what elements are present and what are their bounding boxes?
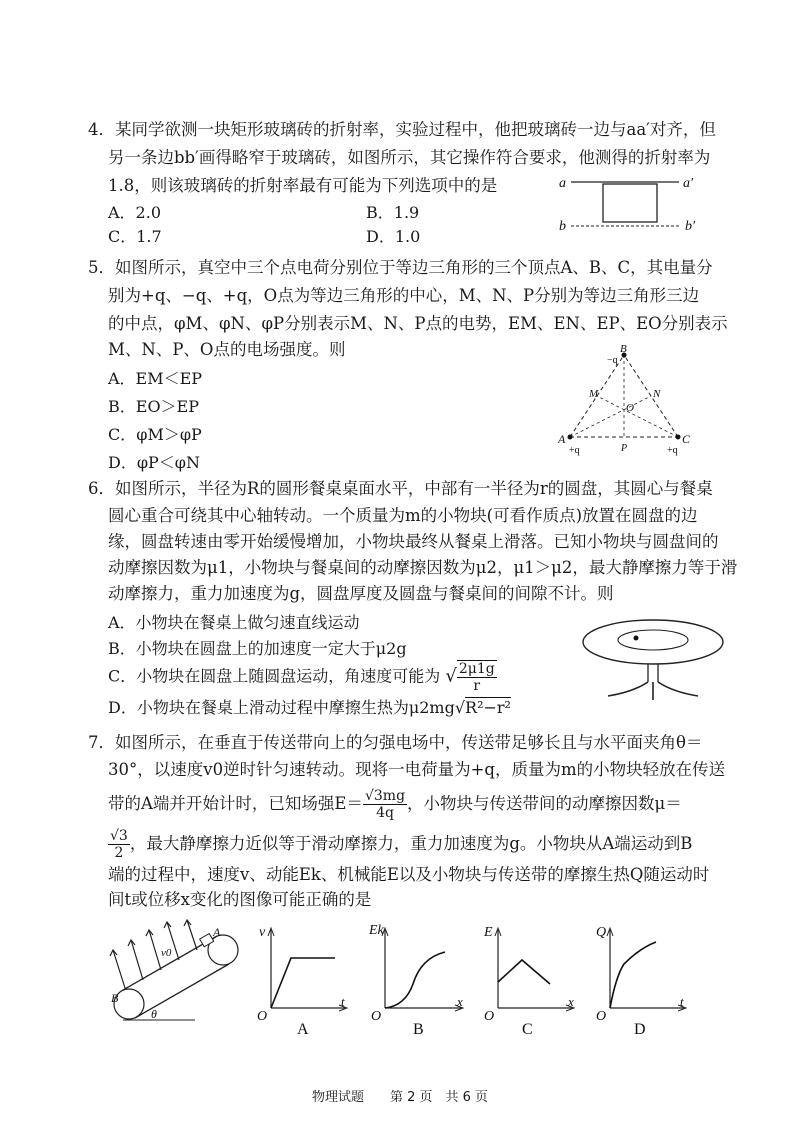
q7-label-theta: θ — [151, 1007, 157, 1021]
q7-graph-d-curve — [610, 942, 656, 1008]
q6-option-c-denominator: r — [473, 678, 481, 694]
q6-line-5: 动摩擦力，重力加速度为g，圆盘厚度及圆盘与餐桌间的间隙不计。则 — [108, 584, 614, 603]
q6-block — [634, 636, 639, 641]
q7-mu-numerator: √3 — [110, 828, 128, 844]
q5-triangle-figure — [555, 345, 705, 465]
q7-graph-c-ylabel: E — [484, 925, 493, 940]
q5-label-p: P — [621, 443, 628, 454]
q5-charge-c-sign: +q — [667, 445, 678, 456]
page-footer: 物理试题 第 2 页 共 6 页 — [311, 1090, 489, 1105]
q7-graph-b-ylabel: Ek — [369, 923, 384, 938]
q7-label-a: A — [213, 925, 221, 939]
q5-line-3: 的中点，φM、φN、φP分别表示M、N、P点的电势，EM、EN、EP、EO分别表示 — [108, 314, 728, 333]
q6-line-4: 动摩擦因数为μ1，小物块与餐桌间的动摩擦因数为μ2，μ1＞μ2，最大静摩擦力等于滑 — [108, 558, 738, 577]
q4-option-d: D．1.0 — [366, 227, 421, 246]
q7-graph-b-xlabel: x — [457, 994, 463, 1009]
q7-graph-a-origin: O — [257, 1009, 268, 1024]
q6-option-b: B．小物块在圆盘上的加速度一定大于μ2g — [108, 639, 407, 658]
q7-line-4-b: ，最大静摩擦力近似等于滑动摩擦力，重力加速度为g。小物块从A端运动到B — [129, 834, 693, 853]
q4-line-2: 另一条边bb′画得略窄于玻璃砖，如图所示，其它操作符合要求，他测得的折射率为 — [108, 148, 711, 167]
q6-option-c: C．小物块在圆盘上随圆盘运动，角速度可能为 √ $\frac{2\mu 1g}{r}$ — [108, 661, 495, 694]
q6-turntable — [618, 630, 688, 650]
q5-charge-b-sign: −q — [607, 355, 618, 366]
q5-label-o: O — [626, 402, 634, 414]
q6-option-d-text: D．小物块在餐桌上滑动过程中摩擦生热为μ2mg — [108, 698, 455, 717]
q4-label-b: b — [559, 219, 566, 234]
q6-table-figure — [578, 612, 728, 710]
q5-line-2: 别为+q、−q、+q，O点为等边三角形的中心，M、N、P分别为等边三角形三边 — [108, 286, 700, 305]
q7-line-3-b: ，小物块与传送带间的动摩擦因数μ＝ — [407, 794, 682, 813]
q7-graph-d-xlabel: t — [680, 994, 684, 1009]
q7-line-4 — [108, 828, 692, 861]
q5-charge-a — [568, 435, 573, 440]
q6-line-3: 缘，圆盘转速由零开始缓慢增加，小物块最终从餐桌上滑落。已知小物块与圆盘间的 — [108, 532, 719, 551]
q7-graph-b-origin: O — [371, 1009, 382, 1024]
q7-field-numerator: √3mg — [364, 788, 406, 804]
q4-option-a: A．2.0 — [108, 203, 162, 222]
q5-label-m: M — [589, 388, 599, 400]
q7-line-3-a: 带的A端并开始计时，已知场强E＝ — [108, 794, 363, 813]
q6-option-d-radicand: R²−r² — [465, 698, 511, 717]
q5-line-1: 5．如图所示，真空中三个点电荷分别位于等边三角形的三个顶点A、B、C，其电量分 — [88, 258, 713, 277]
q7-graph-d-caption: D — [634, 1021, 646, 1038]
q7-label-v0: v0 — [161, 947, 172, 959]
q4-option-b: B．1.9 — [366, 203, 420, 222]
q7-graph-a-curve — [271, 958, 335, 1008]
q7-line-6: 间t或位移x变化的图像可能正确的是 — [108, 890, 372, 909]
q7-graph-c-origin: O — [484, 1009, 495, 1024]
q4-glass-figure — [555, 172, 705, 244]
q7-graph-d-origin: O — [596, 1009, 607, 1024]
q7-graph-a-caption: A — [297, 1021, 309, 1038]
q7-graph-c — [480, 920, 580, 1040]
q7-graph-a-xlabel: t — [341, 994, 345, 1009]
q5-option-b: B．EO＞EP — [108, 397, 200, 416]
q4-line-3: 1.8，则该玻璃砖的折射率最有可能为下列选项中的是 — [108, 176, 498, 195]
q7-graph-b-caption: B — [413, 1021, 424, 1038]
q7-conveyor-figure — [105, 918, 245, 1033]
q5-line-4: M、N、P、O点的电场强度。则 — [108, 340, 346, 359]
q7-line-2: 30°，以速度v0逆时针匀速转动。现将一电荷量为+q，质量为m的小物块轻放在传送 — [108, 760, 726, 779]
q5-charge-a-sign: +q — [569, 445, 580, 456]
q5-option-d: D．φP＜φN — [108, 453, 201, 472]
q7-graph-c-curve — [498, 960, 550, 984]
q7-graph-b-curve — [385, 952, 445, 1008]
q7-graph-b — [367, 920, 471, 1040]
q6-option-c-numerator: 2μ1g — [458, 661, 495, 677]
q5-option-c: C．φM＞φP — [108, 425, 202, 444]
q7-graph-c-caption: C — [522, 1021, 533, 1038]
q7-field-denominator: 4q — [376, 805, 394, 821]
q7-graph-c-xlabel: x — [568, 994, 574, 1009]
q7-label-b: B — [111, 991, 119, 1005]
q7-graph-a-ylabel: v — [259, 925, 266, 940]
q5-label-n: N — [653, 388, 661, 400]
q6-line-1: 6．如图所示，半径为R的圆形餐桌桌面水平，中部有一半径为r的圆盘，其圆心与餐桌 — [88, 479, 713, 498]
q6-option-d: D．小物块在餐桌上滑动过程中摩擦生热为μ2mg√R²−r² — [108, 698, 511, 717]
q6-table-top — [583, 620, 723, 664]
q5-option-a: A．EM＜EP — [108, 369, 203, 388]
q7-graph-d-ylabel: Q — [596, 925, 607, 940]
q5-label-b: B — [620, 345, 627, 355]
q7-graph-d — [592, 920, 692, 1040]
q4-line-1: 4．某同学欲测一块矩形玻璃砖的折射率，实验过程中，他把玻璃砖一边与aa′对齐，但 — [88, 120, 716, 139]
q4-label-a-prime: a′ — [683, 176, 694, 191]
q7-mu-denominator: 2 — [114, 845, 124, 861]
q4-label-a: a — [559, 176, 566, 191]
q7-line-1: 7．如图所示，在垂直于传送带向上的匀强电场中，传送带足够长且与水平面夹角θ＝ — [88, 733, 703, 752]
q4-glass-block — [603, 184, 657, 222]
q4-label-b-prime: b′ — [685, 219, 696, 234]
q5-charge-c — [676, 435, 681, 440]
q7-line-5: 端的过程中，速度v、动能Ek、机械能E以及小物块与传送带的摩擦生热Q随运动时 — [108, 865, 710, 884]
q7-graph-a — [253, 920, 353, 1040]
q6-option-c-text: C．小物块在圆盘上随圆盘运动，角速度可能为 — [108, 666, 441, 686]
q5-label-c: C — [682, 432, 691, 446]
q6-option-a: A．小物块在餐桌上做匀速直线运动 — [108, 613, 360, 632]
q7-line-3 — [108, 788, 682, 821]
q4-option-c: C．1.7 — [108, 227, 162, 246]
q6-line-2: 圆心重合可绕其中心轴转动。一个质量为m的小物块(可看作质点)放置在圆盘的边 — [108, 506, 698, 525]
q5-label-a: A — [558, 432, 566, 446]
